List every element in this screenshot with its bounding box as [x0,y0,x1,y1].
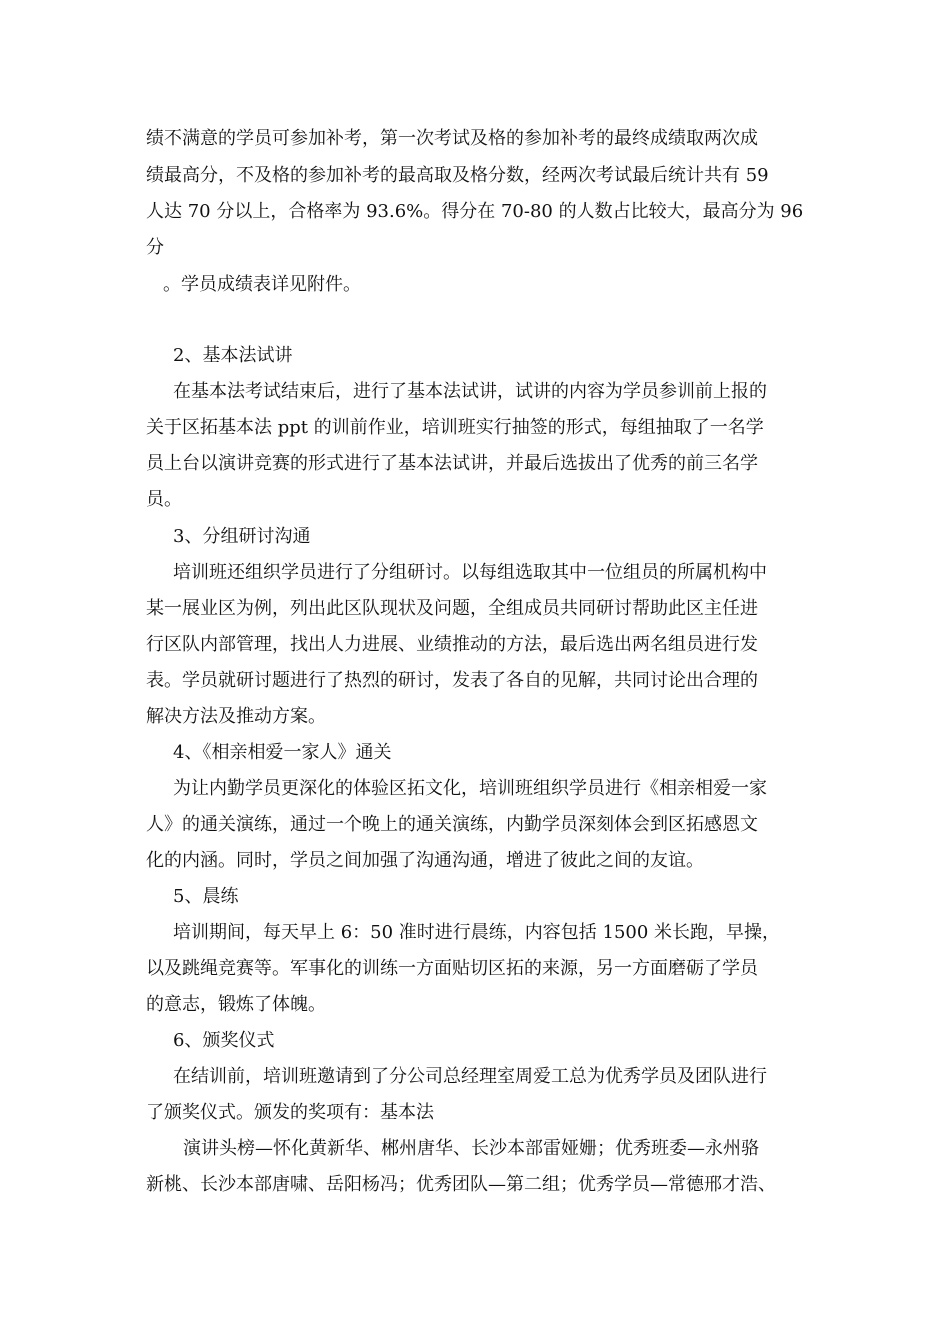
section-heading: 3、分组研讨沟通 [173,526,311,547]
text-line: 在结训前，培训班邀请到了分公司总经理室周爱工总为优秀学员及团队进行 [173,1066,767,1087]
text-line: 绩不满意的学员可参加补考，第一次考试及格的参加补考的最终成绩取两次成 [146,128,758,149]
text-line: 表。学员就研讨题进行了热烈的研讨，发表了各自的见解，共同讨论出合理的 [146,670,758,691]
text-line: 分 [146,237,164,258]
section-heading: 4、《相亲相爱一家人》通关 [173,742,392,763]
text-line: 人》的通关演练，通过一个晚上的通关演练，内勤学员深刻体会到区拓感恩文 [146,814,758,835]
text-line: 解决方法及推动方案。 [146,706,326,727]
text-line: 在基本法考试结束后，进行了基本法试讲，试讲的内容为学员参训前上报的 [173,381,767,402]
text-line: 以及跳绳竞赛等。军事化的训练一方面贴切区拓的来源，另一方面磨砺了学员 [146,958,758,979]
text-line: 。学员成绩表详见附件。 [163,274,361,295]
text-line: 员。 [146,489,182,510]
text-line: 人达 70 分以上，合格率为 93.6%。得分在 70-80 的人数占比较大，最高分为 96 [146,201,804,222]
text-line: 某一展业区为例，列出此区队现状及问题，全组成员共同研讨帮助此区主任进 [146,598,758,619]
text-line: 绩最高分，不及格的参加补考的最高取及格分数，经两次考试最后统计共有 59 [146,165,769,186]
text-line: 演讲头榜—怀化黄新华、郴州唐华、长沙本部雷娅姗；优秀班委—永州骆 [183,1138,759,1159]
text-line: 培训期间，每天早上 6：50 准时进行晨练，内容包括 1500 米长跑，早操， [173,922,781,943]
text-line: 化的内涵。同时，学员之间加强了沟通沟通，增进了彼此之间的友谊。 [146,850,704,871]
section-heading: 2、基本法试讲 [173,345,293,366]
text-line: 新桃、长沙本部唐啸、岳阳杨冯；优秀团队—第二组；优秀学员—常德邢才浩、 [146,1174,776,1195]
text-line: 行区队内部管理，找出人力进展、业绩推动的方法，最后选出两名组员进行发 [146,634,758,655]
text-line: 的意志，锻炼了体魄。 [146,994,326,1015]
text-line: 了颁奖仪式。颁发的奖项有：基本法 [146,1102,434,1123]
section-heading: 5、晨练 [173,886,239,907]
text-line: 员上台以演讲竞赛的形式进行了基本法试讲，并最后选拔出了优秀的前三名学 [146,453,758,474]
text-line: 关于区拓基本法 ppt 的训前作业，培训班实行抽签的形式，每组抽取了一名学 [146,417,764,438]
text-line: 为让内勤学员更深化的体验区拓文化，培训班组织学员进行《相亲相爱一家 [173,778,767,799]
section-heading: 6、颁奖仪式 [173,1030,275,1051]
text-line: 培训班还组织学员进行了分组研讨。以每组选取其中一位组员的所属机构中 [173,562,767,583]
